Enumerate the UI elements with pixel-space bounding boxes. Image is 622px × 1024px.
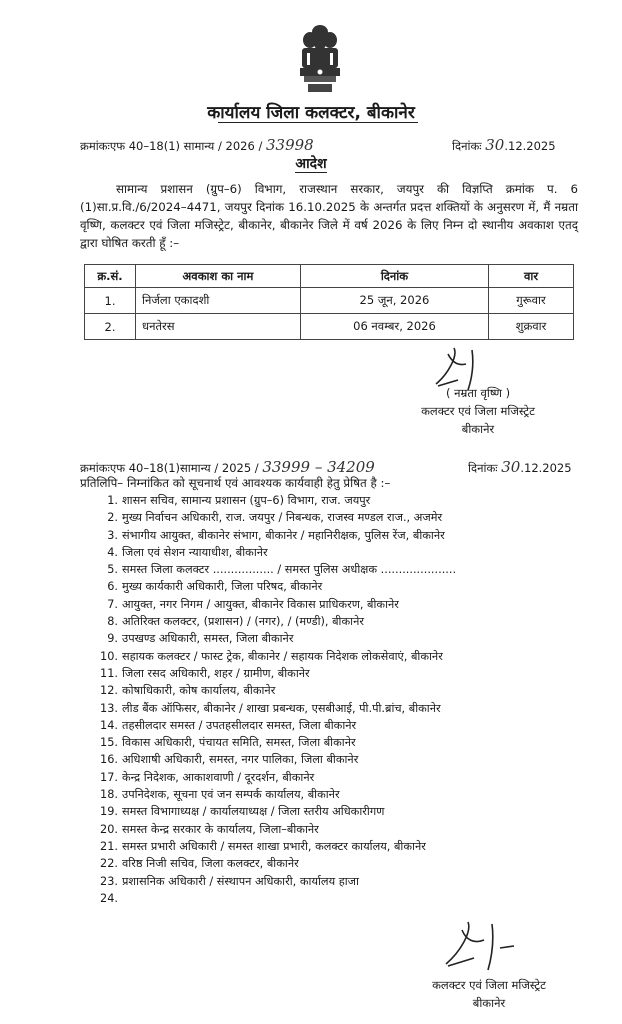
- order-date-suffix: .12.2025: [504, 139, 556, 153]
- table-row: [85, 314, 574, 340]
- list-item: 17. केन्द्र निदेशक, आकाशवाणी / दूरदर्शन, बीकानेर: [100, 770, 315, 784]
- table-header-row: [85, 265, 574, 288]
- order-date-day: 30: [485, 136, 505, 154]
- col-header-date: दिनांक: [300, 265, 488, 288]
- signature-2: [440, 918, 520, 974]
- office-title: कार्यालय जिला कलक्टर, बीकानेर: [207, 103, 415, 123]
- order-ref: [80, 136, 314, 154]
- order-body: सामान्य प्रशासन (ग्रुप–6) विभाग, राजस्थान सरकार, जयपुर की विज्ञप्ति क्रमांक प. 6 (1)सा.प्र.वि./6/2024–4471, जयपुर दिनांक 16.10.2025 के अन्तर्गत प्रदत्त शक्तियों के अनुसरण में, मैं नम्रता वृष्णि, कलक्टर एवं जिला मजिस्ट्रेट, बीकानेर, बीकानेर जिले में वर्ष 2026 के लिए निम्न दो स्थानीय अवकाश एतद् द्वारा घोषित करती हूँ :–: [80, 182, 578, 250]
- signer-2-place: बीकानेर: [472, 996, 506, 1010]
- copy-date-day: 30: [501, 458, 521, 476]
- cell-sno: 2.: [85, 314, 136, 340]
- list-item: 13. लीड बैंक ऑफिसर, बीकानेर / शाखा प्रबन्धक, एसबीआई, पी.पी.ब्रांच, बीकानेर: [100, 701, 441, 715]
- list-item: 10. सहायक कलक्टर / फास्ट ट्रेक, बीकानेर / सहायक निदेशक लोकसेवाएं, बीकानेर: [100, 649, 443, 663]
- copy-ref-number: 33999 – 34209: [262, 458, 375, 476]
- signer-1-block: [398, 384, 558, 438]
- title-underline: [218, 122, 418, 123]
- list-item: 5. समस्त जिला कलक्टर ................. / समस्त पुलिस अधीक्षक .....................: [107, 563, 457, 577]
- cell-date: 25 जून, 2026: [300, 288, 488, 314]
- list-item: 22. वरिष्ठ निजी सचिव, जिला कलक्टर, बीकानेर: [100, 857, 299, 871]
- list-item: 8. अतिरिक्त कलक्टर, (प्रशासन) / (नगर), / (मण्डी), बीकानेर: [107, 615, 364, 629]
- list-item: 23. प्रशासनिक अधिकारी / संस्थापन अधिकारी, कार्यालय हाजा: [100, 874, 359, 888]
- order-title: आदेश: [295, 156, 327, 172]
- list-item: 1. शासन सचिव, सामान्य प्रशासन (ग्रुप–6) विभाग, राज. जयपुर: [107, 494, 371, 507]
- cell-sno: 1.: [85, 288, 136, 314]
- signer-1-name: ( नम्रता वृष्णि ): [445, 386, 511, 400]
- signer-2-block: [404, 976, 574, 1012]
- list-item: 9. उपखण्ड अधिकारी, समस्त, जिला बीकानेर: [107, 632, 294, 646]
- list-item: 4. जिला एवं सेशन न्यायाधीश, बीकानेर: [107, 545, 268, 559]
- cell-name: निर्जला एकादशी: [136, 288, 301, 314]
- list-item: 24.: [100, 891, 118, 905]
- list-item: 21. समस्त प्रभारी अधिकारी / समस्त शाखा प्रभारी, कलक्टर कार्यालय, बीकानेर: [100, 839, 426, 853]
- order-ref-number: 33998: [266, 136, 314, 154]
- list-item: 20. समस्त केन्द्र सरकार के कार्यालय, जिला–बीकानेर: [100, 822, 319, 836]
- list-item: 15. विकास अधिकारी, पंचायत समिति, समस्त, जिला बीकानेर: [100, 736, 356, 750]
- holiday-table: [84, 264, 574, 340]
- copy-lead: प्रतिलिपि– निम्नांकित को सूचनार्थ एवं आवश्यक कार्यवाही हेतु प्रेषित है :–: [80, 476, 391, 490]
- national-emblem-icon: [290, 18, 350, 98]
- copy-date: [468, 458, 572, 476]
- cell-day: गुरूवार: [489, 288, 574, 314]
- list-item: 19. समस्त विभागाध्यक्ष / कार्यालयाध्यक्ष / जिला स्तरीय अधिकारीगण: [100, 805, 385, 819]
- col-header-sno: क्र.सं.: [85, 265, 136, 288]
- list-item: 12. कोषाधिकारी, कोष कार्यालय, बीकानेर: [100, 684, 276, 698]
- list-item: 7. आयुक्त, नगर निगम / आयुक्त, बीकानेर विकास प्राधिकरण, बीकानेर: [107, 597, 399, 611]
- list-item: 11. जिला रसद अधिकारी, शहर / ग्रामीण, बीकानेर: [100, 666, 310, 680]
- cell-day: शुक्रवार: [489, 314, 574, 340]
- list-item: 6. मुख्य कार्यकारी अधिकारी, जिला परिषद, बीकानेर: [107, 580, 323, 594]
- copy-date-label: दिनांकः: [468, 461, 498, 475]
- list-item: 14. तहसीलदार समस्त / उपतहसीलदार समस्त, जिला बीकानेर: [100, 718, 357, 732]
- copy-date-suffix: .12.2025: [520, 461, 572, 475]
- list-item: 18. उपनिदेशक, सूचना एवं जन सम्पर्क कार्यालय, बीकानेर: [100, 788, 340, 802]
- list-item: 16. अधिशाषी अधिकारी, समस्त, नगर पालिका, जिला बीकानेर: [100, 753, 359, 767]
- order-date: [452, 136, 556, 154]
- recipient-list: [98, 492, 456, 907]
- list-item: 2. मुख्य निर्वाचन अधिकारी, राज. जयपुर / निबन्धक, राजस्व मण्डल राज., अजमेर: [107, 511, 443, 525]
- cell-name: धनतेरस: [136, 314, 301, 340]
- col-header-day: वार: [489, 265, 574, 288]
- signer-1-place: बीकानेर: [461, 422, 495, 436]
- order-date-label: दिनांकः: [452, 139, 482, 153]
- list-item: 3. संभागीय आयुक्त, बीकानेर संभाग, बीकानेर / महानिरीक्षक, पुलिस रेंज, बीकानेर: [107, 528, 445, 542]
- signer-2-designation: कलक्टर एवं जिला मजिस्ट्रेट: [432, 978, 546, 992]
- order-ref-prefix: क्रमांकःएफ 40–18(1) सामान्य / 2026 /: [80, 139, 263, 153]
- table-row: [85, 288, 574, 314]
- col-header-name: अवकाश का नाम: [136, 265, 301, 288]
- cell-date: 06 नवम्बर, 2026: [300, 314, 488, 340]
- copy-ref-prefix: क्रमांकःएफ 40–18(1)सामान्य / 2025 /: [80, 461, 259, 475]
- signer-1-designation: कलक्टर एवं जिला मजिस्ट्रेट: [421, 404, 535, 418]
- copy-ref: [80, 458, 375, 476]
